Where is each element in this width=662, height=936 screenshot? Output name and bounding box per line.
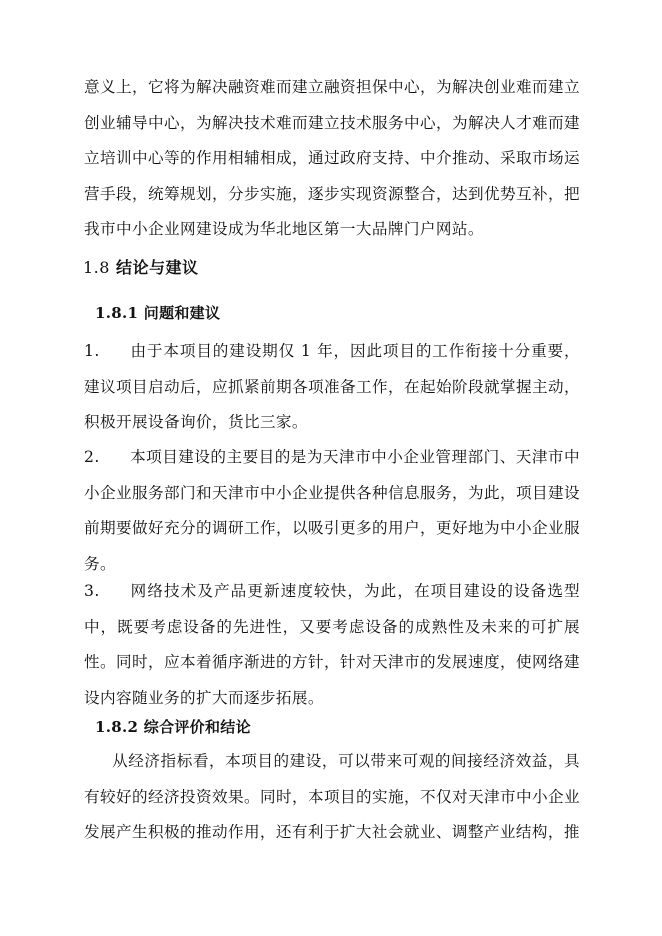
- list-item-number: 2.: [84, 448, 100, 466]
- list-item-text: 网络技术及产品更新速度较快，为此，在项目建设的设备选型中，既要考虑设备的先进性，又要考虑设备的成熟性及未来的可扩展性。同时，应本着循序渐进的方针，针对天津市的发展速度，使网络建设内容随业务的扩大而逐步拓展。: [84, 582, 580, 707]
- list-item-text: 由于本项目的建设期仅 1 年，因此项目的工作衔接十分重要，建议项目启动后，应抓紧前期各项准备工作，在起始阶段就掌握主动，积极开展设备询价，货比三家。: [84, 342, 580, 431]
- section-number: 1.8: [83, 258, 110, 277]
- intro-paragraph: 意义上，它将为解决融资难而建立融资担保中心，为解决创业难而建立创业辅导中心，为解决技术难而建立技术服务中心，为解决人才难而建立培训中心等的作用相辅相成，通过政府支持、中介推动、采取市场运营手段，统筹规划，分步实施，逐步实现资源整合，达到优势互补，把我市中小企业网建设成为华北地区第一大品牌门户网站。: [84, 78, 580, 238]
- list-item: [84, 440, 580, 582]
- section-title: 结论与建议: [115, 258, 199, 277]
- subsection-heading-1-8-1: 1.8.1 问题和建议: [95, 304, 221, 322]
- list-item: [84, 574, 580, 716]
- conclusion-paragraph: [84, 744, 580, 851]
- list-item-text: 本项目建设的主要目的是为天津市中小企业管理部门、天津市中小企业服务部门和天津市中小企业提供各种信息服务，为此，项目建设前期要做好充分的调研工作，以吸引更多的用户，更好地为中小企业服务。: [84, 448, 580, 573]
- conclusion-text: 从经济指标看，本项目的建设，可以带来可观的间接经济效益，具有较好的经济投资效果。同时，本项目的实施，不仅对天津市中小企业发展产生积极的推动作用，还有利于扩大社会就业、调整产业结构，推: [84, 752, 580, 841]
- list-item-number: 1.: [84, 342, 100, 360]
- list-item-number: 3.: [84, 582, 100, 600]
- section-heading-1-8: [83, 255, 198, 278]
- subsection-heading-1-8-2: 1.8.2 综合评价和结论: [95, 718, 251, 736]
- list-item: [84, 334, 580, 441]
